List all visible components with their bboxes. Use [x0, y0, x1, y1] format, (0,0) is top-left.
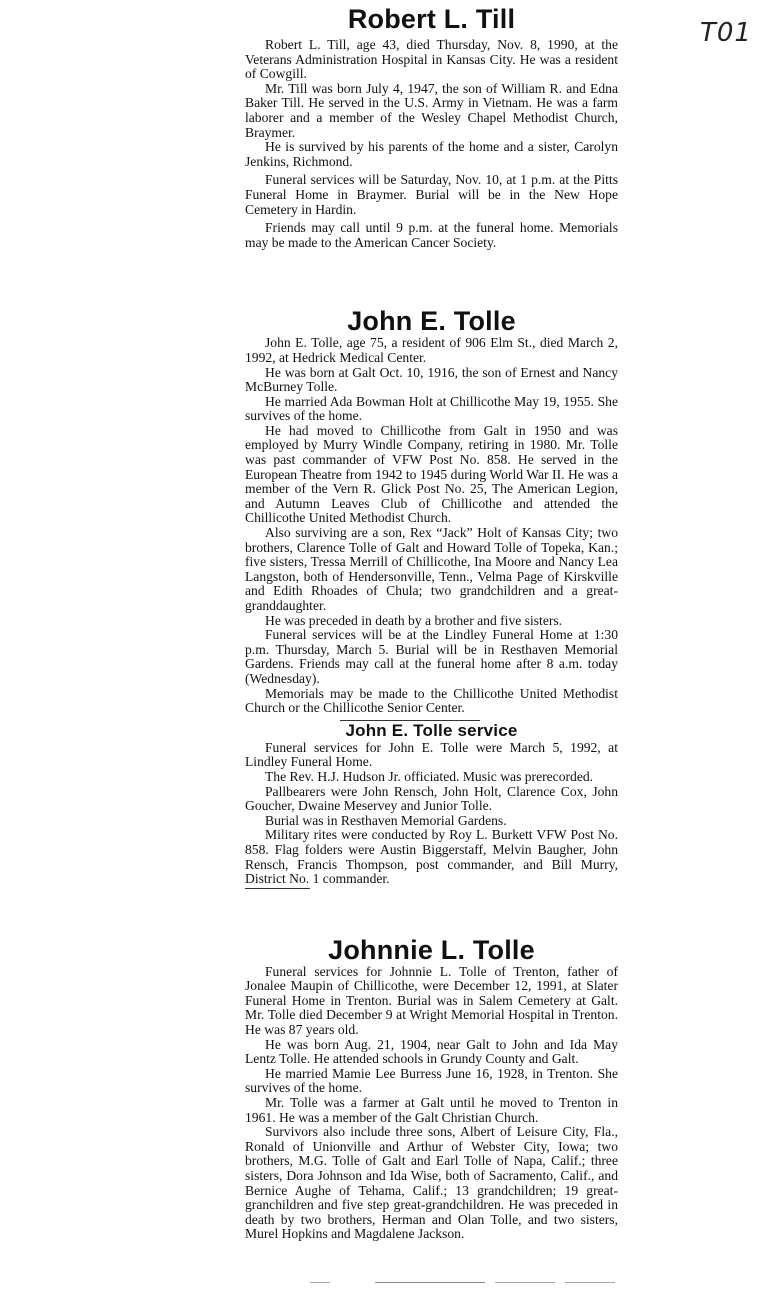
paragraph: Military rites were conducted by Roy L. Burkett VFW Post No. 858. Flag folders were Austin Biggerstaff, Melvin Baugher, John Rensch, Francis Thompson, post commander, and Bill Murry, District No. 1 commander.: [245, 827, 618, 887]
paragraph: He was born Aug. 21, 1904, near Galt to John and Ida May Lentz Tolle. He attended schools in Grundy County and Galt.: [245, 1036, 618, 1067]
paragraph: Mr. Till was born July 4, 1947, the son of William R. and Edna Baker Till. He served in the U.S. Army in Vietnam. He was a farm laborer and a member of the Wesley Chapel Methodist Church, Braymer.: [245, 80, 618, 140]
paragraph: Funeral services will be at the Lindley Funeral Home at 1:30 p.m. Thursday, March 5. Burial will be in Resthaven Memorial Gardens. Friends may call at the funeral home after 8 a.m. today (Wednesday).: [245, 627, 618, 686]
paragraph: Mr. Tolle was a farmer at Galt until he moved to Trenton in 1961. He was a member of the Galt Christian Church.: [245, 1095, 618, 1125]
scan-artifact-lines: [0, 1282, 760, 1283]
paragraph: Funeral services for Johnnie L. Tolle of Trenton, father of Jonalee Maupin of Chillicothe, were December 12, 1991, at Slater Funeral Home in Trenton. Burial was in Salem Cemetery at Galt. Mr. Tolle died December 9 at Wright Memorial Hospital in Trenton. He was 87 years old.: [245, 963, 618, 1038]
obituary-title: Robert L. Till: [347, 4, 516, 34]
divider: [245, 888, 310, 889]
obituary-john-e-tolle: [245, 306, 618, 715]
paragraph: He is survived by his parents of the home and a sister, Carolyn Jenkins, Richmond.: [245, 139, 618, 169]
obituary-john-e-tolle-service: [245, 720, 618, 889]
paragraph: Friends may call until 9 p.m. at the funeral home. Memorials may be made to the American Cancer Society.: [245, 220, 618, 250]
paragraph: He married Ada Bowman Holt at Chillicothe May 19, 1955. She survives of the home.: [245, 393, 618, 424]
paragraph: He was born at Galt Oct. 10, 1916, the son of Ernest and Nancy McBurney Tolle.: [245, 364, 618, 395]
paragraph: Survivors also include three sons, Albert of Leisure City, Fla., Ronald of Unionville and Arthur of Webster City, Iowa; two brothers, M.G. Tolle of Galt and Earl Tolle of Napa, Calif.; three sisters, Dora Johnson and Ida Wise, both of Sacramento, Calif., and Bernice Aughe of Tehama, Calif.; 13 grandchildren; 19 great-granchildren and five step great-grandchildren. He was preceded in death by two brothers, Herman and Olan Tolle, and two sisters, Murel Hopkins and Magdalene Jackson.: [245, 1124, 618, 1242]
obituary-johnnie-l-tolle: [245, 935, 618, 1242]
paragraph: Burial was in Resthaven Memorial Gardens.: [265, 812, 507, 828]
paragraph: He married Mamie Lee Burress June 16, 1928, in Trenton. She survives of the home.: [245, 1065, 618, 1096]
paragraph: Funeral services will be Saturday, Nov. 10, at 1 p.m. at the Pitts Funeral Home in Braymer. Burial will be in the New Hope Cemetery in Hardin.: [245, 172, 618, 217]
scan-artifact-line: [375, 1282, 485, 1283]
paragraph: Pallbearers were John Rensch, John Holt, Clarence Cox, John Goucher, Dwaine Meservey and Junior Tolle.: [245, 783, 618, 814]
paragraph: Funeral services for John E. Tolle were March 5, 1992, at Lindley Funeral Home.: [245, 739, 618, 770]
paragraph: He was preceded in death by a brother and five sisters.: [265, 612, 563, 628]
paragraph: He had moved to Chillicothe from Galt in 1950 and was employed by Murry Windle Company, retiring in 1980. Mr. Tolle was past commander of VFW Post No. 858. He served in the European Theatre from 1942 to 1945 during World War II. He was a member of the Vern R. Glick Post No. 25, The American Legion, and Autumn Leaves Club of Chillicothe and attended the Chillicothe United Methodist Church.: [245, 422, 618, 526]
paragraph: Robert L. Till, age 43, died Thursday, Nov. 8, 1990, at the Veterans Administration Hospital in Kansas City. He was a resident of Cowgill.: [245, 37, 618, 82]
scan-artifact-line: [565, 1282, 615, 1283]
paragraph: Memorials may be made to the Chillicothe United Methodist Church or the Chillicothe Senior Center.: [245, 685, 618, 716]
obituary-title: John E. Tolle service: [345, 720, 518, 740]
scan-artifact-line: [310, 1282, 330, 1283]
paragraph: The Rev. H.J. Hudson Jr. officiated. Music was prerecorded.: [265, 768, 594, 784]
scan-artifact-line: [495, 1282, 555, 1283]
paragraph: John E. Tolle, age 75, a resident of 906 Elm St., died March 2, 1992, at Hedrick Medical Center.: [245, 335, 618, 365]
obituary-robert-till: [245, 4, 618, 250]
obituary-title: John E. Tolle: [347, 306, 516, 337]
obituary-title: Johnnie L. Tolle: [328, 934, 535, 965]
paragraph: Also surviving are a son, Rex “Jack” Holt of Kansas City; two brothers, Clarence Tolle of Galt and Howard Tolle of Topeka, Kan.; five sisters, Tressa Merrill of Chillicothe, Ina Moore and Nancy Lea Langston, both of Hendersonville, Tenn., Velma Page of Kirskville and Edith Rhoades of Chula; two grandchildren and a great-granddaughter.: [245, 525, 618, 613]
handwritten-page-mark: T01: [700, 18, 752, 48]
